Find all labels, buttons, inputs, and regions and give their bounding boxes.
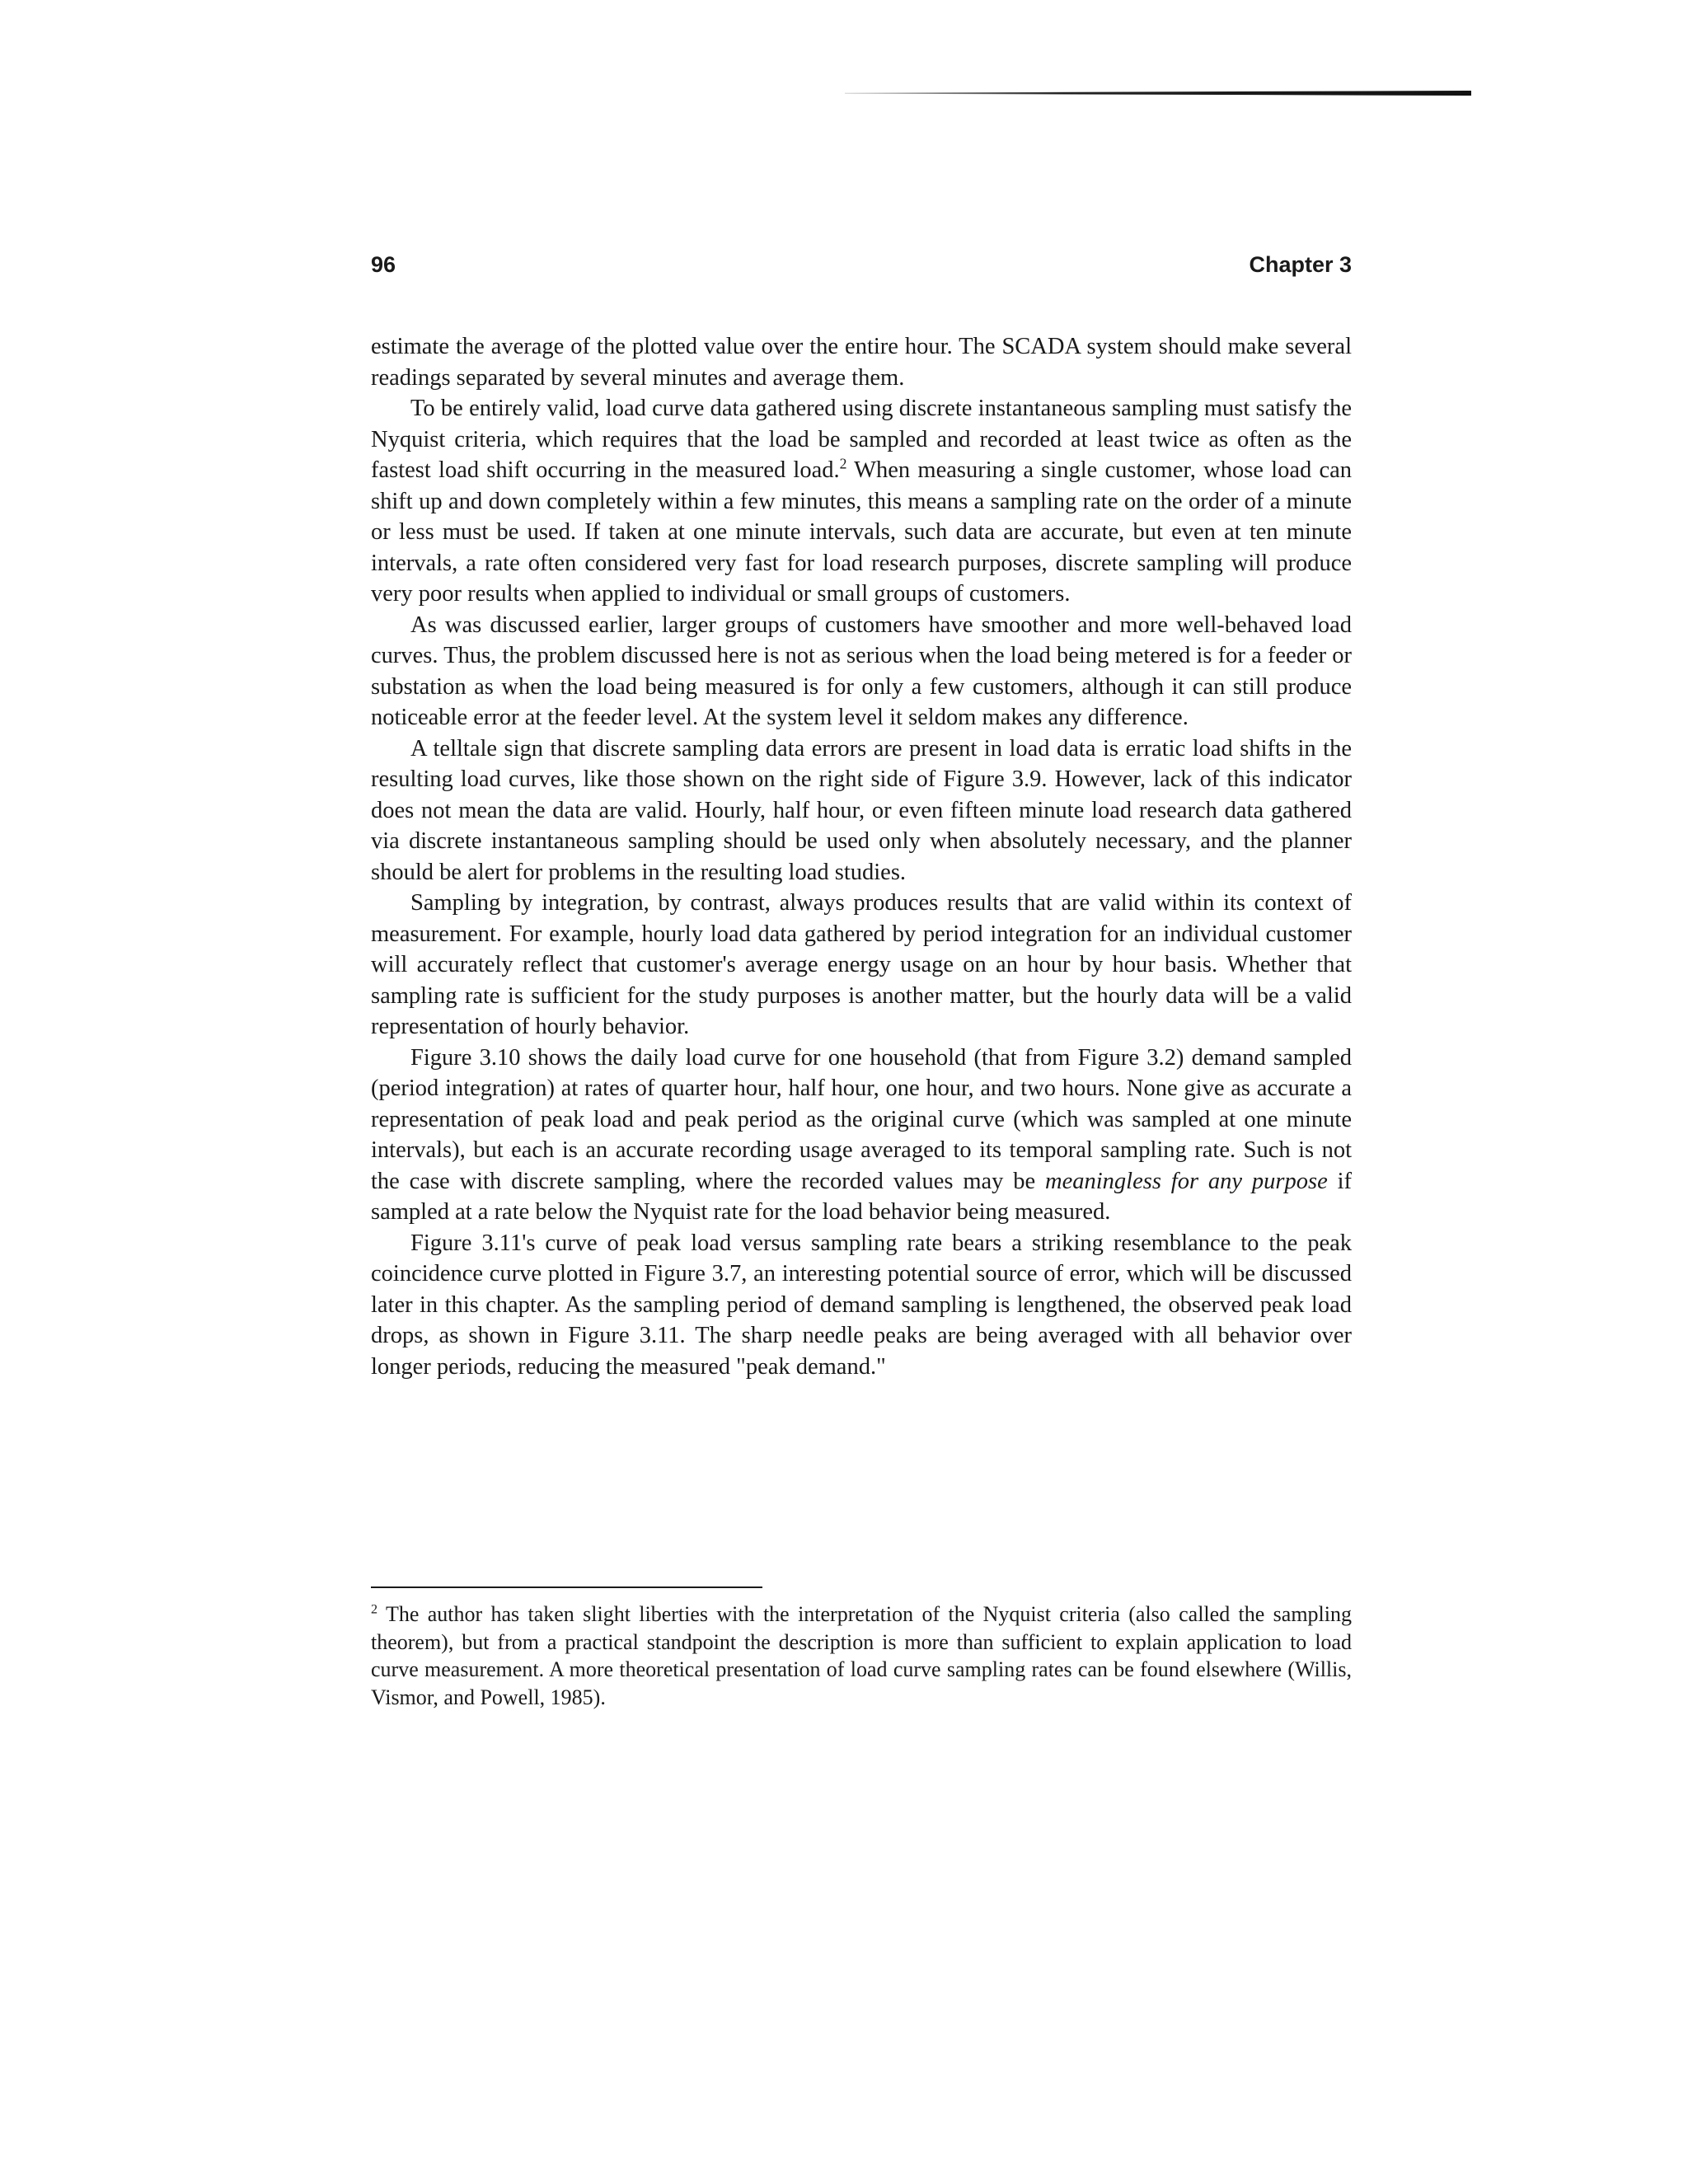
footnote-marker: 2	[371, 1602, 378, 1617]
paragraph-6	[371, 1043, 1352, 1228]
footnote-divider	[371, 1586, 762, 1588]
footnote	[371, 1601, 1352, 1711]
top-decorative-rule	[845, 91, 1471, 96]
paragraph-7: Figure 3.11's curve of peak load versus sampling rate bears a striking resemblance to the peak coincidence curve plotted in Figure 3.7, an interesting potential source of error, which will be discussed later in this chapter. As the sampling period of demand sampling is lengthened, the observed peak load drops, as shown in Figure 3.11. The sharp needle peaks are being averaged with all behavior over longer periods, reducing the measured "peak demand."	[371, 1230, 1352, 1380]
paragraph-6-text-after: if sampled at a rate below the Nyquist rate for the load behavior being measured.	[371, 1168, 1352, 1225]
footnote-text: The author has taken slight liberties with the interpretation of the Nyquist criteria (also called the sampling theorem), but from a practical standpoint the description is more than sufficient to explain application to load curve measurement. A more theoretical presentation of load curve sampling rates can be found elsewhere (Willis, Vismor, and Powell, 1985).	[371, 1602, 1352, 1709]
paragraph-1: estimate the average of the plotted value over the entire hour. The SCADA system should make several readings separated by several minutes and average them.	[371, 334, 1352, 391]
paragraph-5: Sampling by integration, by contrast, always produces results that are valid within its context of measurement. For example, hourly load data gathered by period integration for an individual customer will accurately reflect that customer's average energy usage on an hour by hour basis. Whether that sampling rate is sufficient for the study purposes is another matter, but the hourly data will be a valid representation of hourly behavior.	[371, 890, 1352, 1039]
paragraph-2-text-before: To be entirely valid, load curve data gathered using discrete instantaneous sampling must satisfy the Nyquist criteria, which requires that the load be sampled and recorded at least twice as often as the fastest load shift occurring in the measured load.	[371, 396, 1352, 483]
running-header	[371, 252, 1352, 285]
chapter-label: Chapter 3	[1249, 252, 1352, 277]
page-number: 96	[371, 252, 396, 277]
paragraph-2-text-after: When measuring a single customer, whose load can shift up and down completely within a few minutes, this means a sampling rate on the order of a minute or less must be used. If taken at one minute intervals, such data are accurate, but even at ten minute intervals, a rate often considered very fast for load research purposes, discrete sampling will produce very poor results when applied to individual or small groups of customers.	[371, 457, 1352, 607]
footnote-reference: 2	[839, 455, 847, 472]
paragraph-4: A telltale sign that discrete sampling data errors are present in load data is erratic load shifts in the resulting load curves, like those shown on the right side of Figure 3.9. However, lack of this indicator does not mean the data are valid. Hourly, half hour, or even fifteen minute load research data gathered via discrete instantaneous sampling should be used only when absolutely necessary, and the planner should be alert for problems in the resulting load studies.	[371, 735, 1352, 885]
body-text	[371, 331, 1352, 1382]
emphasis-text: meaningless for any purpose	[1045, 1168, 1328, 1194]
paragraph-2	[371, 393, 1352, 610]
paragraph-6-text-before: Figure 3.10 shows the daily load curve for one household (that from Figure 3.2) demand sampled (period integration) at rates of quarter hour, half hour, one hour, and two hours. None give as accurate a representation of peak load and peak period as the original curve (which was sampled at one minute intervals), but each is an accurate recording usage averaged to its temporal sampling rate. Such is not the case with discrete sampling, where the recorded values may be	[371, 1044, 1352, 1194]
paragraph-3: As was discussed earlier, larger groups of customers have smoother and more well-behaved load curves. Thus, the problem discussed here is not as serious when the load being metered is for a feeder or substation as when the load being measured is for only a few customers, although it can still produce noticeable error at the feeder level. At the system level it seldom makes any difference.	[371, 612, 1352, 730]
